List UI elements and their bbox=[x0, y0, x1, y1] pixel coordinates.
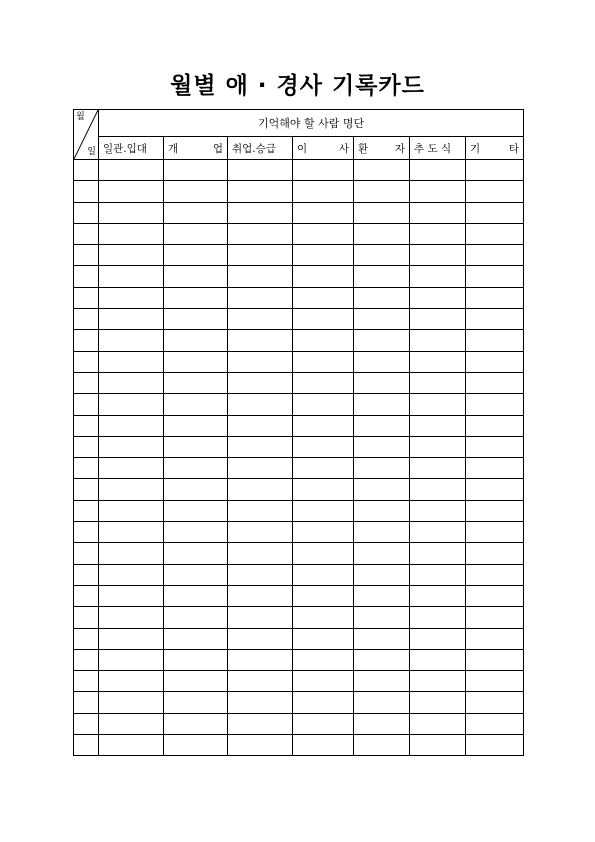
month-day-corner-cell bbox=[74, 110, 99, 160]
entry-cell[interactable] bbox=[354, 181, 410, 202]
entry-cell[interactable] bbox=[99, 735, 164, 756]
entry-cell[interactable] bbox=[354, 309, 410, 330]
entry-cell[interactable] bbox=[228, 160, 293, 181]
entry-cell[interactable] bbox=[466, 479, 524, 500]
entry-cell[interactable] bbox=[164, 585, 228, 606]
entry-cell[interactable] bbox=[354, 372, 410, 393]
entry-cell[interactable] bbox=[466, 245, 524, 266]
table-row bbox=[74, 330, 524, 351]
column-header-ceremony: 일관.입대 bbox=[99, 137, 164, 160]
entry-cell[interactable] bbox=[293, 671, 354, 692]
entry-cell[interactable] bbox=[164, 266, 228, 287]
entry-cell[interactable] bbox=[293, 479, 354, 500]
entry-cell[interactable] bbox=[99, 564, 164, 585]
entry-cell[interactable] bbox=[293, 500, 354, 521]
entry-cell[interactable] bbox=[99, 607, 164, 628]
entry-cell[interactable] bbox=[164, 372, 228, 393]
entry-cell[interactable] bbox=[228, 543, 293, 564]
entry-cell[interactable] bbox=[354, 500, 410, 521]
entry-cell[interactable] bbox=[410, 287, 466, 308]
entry-cell[interactable] bbox=[99, 223, 164, 244]
date-cell[interactable] bbox=[74, 372, 99, 393]
entry-cell[interactable] bbox=[354, 692, 410, 713]
date-cell[interactable] bbox=[74, 160, 99, 181]
table-row bbox=[74, 415, 524, 436]
entry-cell[interactable] bbox=[99, 628, 164, 649]
entry-cell[interactable] bbox=[466, 436, 524, 457]
table-row bbox=[74, 181, 524, 202]
entry-cell[interactable] bbox=[164, 245, 228, 266]
entry-cell[interactable] bbox=[99, 372, 164, 393]
table-row bbox=[74, 223, 524, 244]
entry-cell[interactable] bbox=[354, 458, 410, 479]
date-cell[interactable] bbox=[74, 351, 99, 372]
entry-cell[interactable] bbox=[466, 500, 524, 521]
entry-cell[interactable] bbox=[410, 713, 466, 734]
date-cell[interactable] bbox=[74, 181, 99, 202]
table-row bbox=[74, 500, 524, 521]
date-cell[interactable] bbox=[74, 415, 99, 436]
entry-cell[interactable] bbox=[354, 543, 410, 564]
entry-cell[interactable] bbox=[228, 692, 293, 713]
entry-cell[interactable] bbox=[164, 479, 228, 500]
entry-cell[interactable] bbox=[293, 735, 354, 756]
date-cell[interactable] bbox=[74, 330, 99, 351]
table-row bbox=[74, 713, 524, 734]
entry-cell[interactable] bbox=[228, 671, 293, 692]
entry-cell[interactable] bbox=[99, 436, 164, 457]
entry-cell[interactable] bbox=[293, 543, 354, 564]
entry-cell[interactable] bbox=[293, 692, 354, 713]
entry-cell[interactable] bbox=[164, 671, 228, 692]
entry-cell[interactable] bbox=[164, 160, 228, 181]
entry-cell[interactable] bbox=[410, 585, 466, 606]
table-row bbox=[74, 692, 524, 713]
entry-cell[interactable] bbox=[164, 543, 228, 564]
table-row bbox=[74, 394, 524, 415]
entry-cell[interactable] bbox=[164, 628, 228, 649]
table-row bbox=[74, 436, 524, 457]
entry-cell[interactable] bbox=[228, 245, 293, 266]
date-cell[interactable] bbox=[74, 223, 99, 244]
table-row bbox=[74, 628, 524, 649]
entry-cell[interactable] bbox=[354, 713, 410, 734]
entry-cell[interactable] bbox=[293, 181, 354, 202]
date-cell[interactable] bbox=[74, 458, 99, 479]
entry-cell[interactable] bbox=[99, 181, 164, 202]
entry-cell[interactable] bbox=[410, 479, 466, 500]
entry-cell[interactable] bbox=[99, 671, 164, 692]
entry-cell[interactable] bbox=[354, 351, 410, 372]
entry-cell[interactable] bbox=[164, 735, 228, 756]
table-row bbox=[74, 607, 524, 628]
entry-cell[interactable] bbox=[99, 649, 164, 670]
entry-cell[interactable] bbox=[293, 585, 354, 606]
entry-cell[interactable] bbox=[410, 607, 466, 628]
entry-cell[interactable] bbox=[228, 287, 293, 308]
table-row bbox=[74, 351, 524, 372]
date-cell[interactable] bbox=[74, 713, 99, 734]
entry-cell[interactable] bbox=[293, 266, 354, 287]
column-header-patient: 환 자 bbox=[354, 137, 410, 160]
entry-cell[interactable] bbox=[354, 649, 410, 670]
entry-cell[interactable] bbox=[99, 585, 164, 606]
entry-cell[interactable] bbox=[99, 458, 164, 479]
entry-cell[interactable] bbox=[293, 458, 354, 479]
entry-cell[interactable] bbox=[164, 202, 228, 223]
entry-cell[interactable] bbox=[354, 245, 410, 266]
entry-cell[interactable] bbox=[228, 628, 293, 649]
entry-cell[interactable] bbox=[466, 372, 524, 393]
entry-cell[interactable] bbox=[164, 607, 228, 628]
day-label: 일 bbox=[87, 147, 96, 157]
entry-cell[interactable] bbox=[228, 223, 293, 244]
entry-cell[interactable] bbox=[228, 479, 293, 500]
entry-cell[interactable] bbox=[410, 522, 466, 543]
entry-cell[interactable] bbox=[466, 649, 524, 670]
entry-cell[interactable] bbox=[164, 458, 228, 479]
entry-cell[interactable] bbox=[410, 330, 466, 351]
entry-cell[interactable] bbox=[99, 202, 164, 223]
month-label: 월 bbox=[76, 112, 85, 122]
entry-cell[interactable] bbox=[410, 266, 466, 287]
entry-cell[interactable] bbox=[228, 522, 293, 543]
table-row bbox=[74, 671, 524, 692]
entry-cell[interactable] bbox=[410, 735, 466, 756]
table-row bbox=[74, 372, 524, 393]
entry-cell[interactable] bbox=[164, 394, 228, 415]
entry-cell[interactable] bbox=[164, 436, 228, 457]
entry-cell[interactable] bbox=[354, 628, 410, 649]
entry-cell[interactable] bbox=[228, 415, 293, 436]
entry-cell[interactable] bbox=[228, 372, 293, 393]
table-row bbox=[74, 479, 524, 500]
entry-cell[interactable] bbox=[164, 692, 228, 713]
entry-cell[interactable] bbox=[228, 500, 293, 521]
entry-cell[interactable] bbox=[164, 564, 228, 585]
table-row bbox=[74, 309, 524, 330]
entry-cell[interactable] bbox=[99, 692, 164, 713]
entry-cell[interactable] bbox=[410, 309, 466, 330]
entry-cell[interactable] bbox=[410, 628, 466, 649]
entry-cell[interactable] bbox=[354, 607, 410, 628]
entry-cell[interactable] bbox=[164, 330, 228, 351]
entry-cell[interactable] bbox=[466, 287, 524, 308]
entry-cell[interactable] bbox=[466, 735, 524, 756]
entry-cell[interactable] bbox=[228, 309, 293, 330]
entry-cell[interactable] bbox=[164, 181, 228, 202]
entry-cell[interactable] bbox=[354, 564, 410, 585]
entry-cell[interactable] bbox=[293, 351, 354, 372]
entry-cell[interactable] bbox=[164, 309, 228, 330]
date-cell[interactable] bbox=[74, 735, 99, 756]
date-cell[interactable] bbox=[74, 628, 99, 649]
date-cell[interactable] bbox=[74, 266, 99, 287]
entry-cell[interactable] bbox=[410, 564, 466, 585]
entry-cell[interactable] bbox=[293, 394, 354, 415]
date-cell[interactable] bbox=[74, 394, 99, 415]
entry-cell[interactable] bbox=[466, 394, 524, 415]
date-cell[interactable] bbox=[74, 692, 99, 713]
entry-cell[interactable] bbox=[228, 649, 293, 670]
entry-cell[interactable] bbox=[99, 394, 164, 415]
entry-cell[interactable] bbox=[354, 330, 410, 351]
entry-cell[interactable] bbox=[99, 245, 164, 266]
entry-cell[interactable] bbox=[99, 522, 164, 543]
entry-cell[interactable] bbox=[466, 543, 524, 564]
entry-cell[interactable] bbox=[466, 181, 524, 202]
entry-cell[interactable] bbox=[228, 330, 293, 351]
date-cell[interactable] bbox=[74, 309, 99, 330]
group-header-row bbox=[74, 110, 524, 137]
group-header: 기억해야 할 사람 명단 bbox=[99, 110, 524, 137]
table-row bbox=[74, 564, 524, 585]
date-cell[interactable] bbox=[74, 585, 99, 606]
entry-cell[interactable] bbox=[410, 160, 466, 181]
entry-cell[interactable] bbox=[293, 160, 354, 181]
entry-cell[interactable] bbox=[466, 266, 524, 287]
entry-cell[interactable] bbox=[410, 543, 466, 564]
entry-cell[interactable] bbox=[410, 181, 466, 202]
entry-cell[interactable] bbox=[466, 564, 524, 585]
entry-cell[interactable] bbox=[466, 202, 524, 223]
entry-cell[interactable] bbox=[228, 436, 293, 457]
date-cell[interactable] bbox=[74, 522, 99, 543]
entry-cell[interactable] bbox=[410, 649, 466, 670]
entry-cell[interactable] bbox=[410, 394, 466, 415]
entry-cell[interactable] bbox=[164, 351, 228, 372]
entry-cell[interactable] bbox=[354, 394, 410, 415]
entry-cell[interactable] bbox=[410, 692, 466, 713]
entry-cell[interactable] bbox=[228, 735, 293, 756]
entry-cell[interactable] bbox=[466, 330, 524, 351]
entry-cell[interactable] bbox=[228, 564, 293, 585]
entry-cell[interactable] bbox=[228, 394, 293, 415]
table-row bbox=[74, 287, 524, 308]
entry-cell[interactable] bbox=[293, 628, 354, 649]
record-table bbox=[73, 109, 524, 756]
date-cell[interactable] bbox=[74, 564, 99, 585]
table-row bbox=[74, 160, 524, 181]
entry-cell[interactable] bbox=[228, 266, 293, 287]
entry-cell[interactable] bbox=[354, 436, 410, 457]
page-title: 월별 애 · 경사 기록카드 bbox=[170, 73, 425, 99]
entry-cell[interactable] bbox=[466, 309, 524, 330]
entry-cell[interactable] bbox=[228, 181, 293, 202]
entry-cell[interactable] bbox=[410, 202, 466, 223]
entry-cell[interactable] bbox=[354, 585, 410, 606]
entry-cell[interactable] bbox=[99, 351, 164, 372]
entry-cell[interactable] bbox=[228, 585, 293, 606]
date-cell[interactable] bbox=[74, 479, 99, 500]
entry-cell[interactable] bbox=[410, 500, 466, 521]
entry-cell[interactable] bbox=[99, 713, 164, 734]
entry-cell[interactable] bbox=[354, 266, 410, 287]
entry-cell[interactable] bbox=[293, 415, 354, 436]
entry-cell[interactable] bbox=[99, 266, 164, 287]
entry-cell[interactable] bbox=[164, 500, 228, 521]
column-header-moving: 이 사 bbox=[293, 137, 354, 160]
entry-cell[interactable] bbox=[99, 500, 164, 521]
entry-cell[interactable] bbox=[293, 522, 354, 543]
entry-cell[interactable] bbox=[466, 585, 524, 606]
column-header-employment: 취업.승급 bbox=[228, 137, 293, 160]
entry-cell[interactable] bbox=[354, 287, 410, 308]
date-cell[interactable] bbox=[74, 245, 99, 266]
entry-cell[interactable] bbox=[293, 287, 354, 308]
column-header-memorial: 추 도 식 bbox=[410, 137, 466, 160]
entry-cell[interactable] bbox=[466, 351, 524, 372]
column-header-row bbox=[74, 137, 524, 160]
entry-cell[interactable] bbox=[466, 160, 524, 181]
entry-cell[interactable] bbox=[228, 713, 293, 734]
entry-cell[interactable] bbox=[293, 713, 354, 734]
entry-cell[interactable] bbox=[466, 607, 524, 628]
table-row bbox=[74, 458, 524, 479]
table-row bbox=[74, 266, 524, 287]
entry-cell[interactable] bbox=[99, 543, 164, 564]
date-cell[interactable] bbox=[74, 202, 99, 223]
entry-cell[interactable] bbox=[410, 436, 466, 457]
entry-cell[interactable] bbox=[164, 415, 228, 436]
date-cell[interactable] bbox=[74, 500, 99, 521]
entry-cell[interactable] bbox=[293, 202, 354, 223]
entry-cell[interactable] bbox=[228, 202, 293, 223]
entry-cell[interactable] bbox=[466, 458, 524, 479]
entry-cell[interactable] bbox=[354, 671, 410, 692]
entry-cell[interactable] bbox=[466, 692, 524, 713]
entry-cell[interactable] bbox=[466, 713, 524, 734]
entry-cell[interactable] bbox=[228, 351, 293, 372]
entry-cell[interactable] bbox=[354, 735, 410, 756]
entry-cell[interactable] bbox=[410, 458, 466, 479]
entry-cell[interactable] bbox=[99, 309, 164, 330]
entry-cell[interactable] bbox=[228, 607, 293, 628]
table-row bbox=[74, 543, 524, 564]
entry-cell[interactable] bbox=[293, 564, 354, 585]
date-cell[interactable] bbox=[74, 649, 99, 670]
entry-cell[interactable] bbox=[99, 415, 164, 436]
entry-cell[interactable] bbox=[99, 160, 164, 181]
entry-cell[interactable] bbox=[354, 415, 410, 436]
date-cell[interactable] bbox=[74, 543, 99, 564]
entry-cell[interactable] bbox=[410, 372, 466, 393]
entry-cell[interactable] bbox=[354, 223, 410, 244]
entry-cell[interactable] bbox=[293, 607, 354, 628]
entry-cell[interactable] bbox=[466, 223, 524, 244]
date-cell[interactable] bbox=[74, 607, 99, 628]
entry-cell[interactable] bbox=[293, 309, 354, 330]
entry-cell[interactable] bbox=[293, 649, 354, 670]
entry-cell[interactable] bbox=[164, 713, 228, 734]
entry-cell[interactable] bbox=[164, 649, 228, 670]
entry-cell[interactable] bbox=[354, 479, 410, 500]
entry-cell[interactable] bbox=[293, 223, 354, 244]
entry-cell[interactable] bbox=[410, 245, 466, 266]
column-header-other: 기 타 bbox=[466, 137, 524, 160]
column-header-business-opening: 개 업 bbox=[164, 137, 228, 160]
entry-cell[interactable] bbox=[466, 522, 524, 543]
table-row bbox=[74, 245, 524, 266]
entry-cell[interactable] bbox=[293, 436, 354, 457]
entry-cell[interactable] bbox=[99, 287, 164, 308]
entry-cell[interactable] bbox=[293, 330, 354, 351]
entry-cell[interactable] bbox=[410, 223, 466, 244]
entry-cell[interactable] bbox=[99, 479, 164, 500]
table-row bbox=[74, 202, 524, 223]
table-row bbox=[74, 649, 524, 670]
entry-cell[interactable] bbox=[410, 415, 466, 436]
entry-cell[interactable] bbox=[99, 330, 164, 351]
entry-cell[interactable] bbox=[466, 415, 524, 436]
entry-cell[interactable] bbox=[164, 522, 228, 543]
date-cell[interactable] bbox=[74, 287, 99, 308]
date-cell[interactable] bbox=[74, 436, 99, 457]
entry-cell[interactable] bbox=[466, 628, 524, 649]
entry-cell[interactable] bbox=[354, 160, 410, 181]
entry-cell[interactable] bbox=[164, 287, 228, 308]
table-row bbox=[74, 585, 524, 606]
entry-cell[interactable] bbox=[164, 223, 228, 244]
entry-cell[interactable] bbox=[466, 671, 524, 692]
entry-cell[interactable] bbox=[293, 245, 354, 266]
table-row bbox=[74, 735, 524, 756]
date-cell[interactable] bbox=[74, 671, 99, 692]
table-row bbox=[74, 522, 524, 543]
entry-cell[interactable] bbox=[228, 458, 293, 479]
entry-cell[interactable] bbox=[354, 522, 410, 543]
entry-cell[interactable] bbox=[410, 671, 466, 692]
entry-cell[interactable] bbox=[410, 351, 466, 372]
entry-cell[interactable] bbox=[354, 202, 410, 223]
entry-cell[interactable] bbox=[293, 372, 354, 393]
